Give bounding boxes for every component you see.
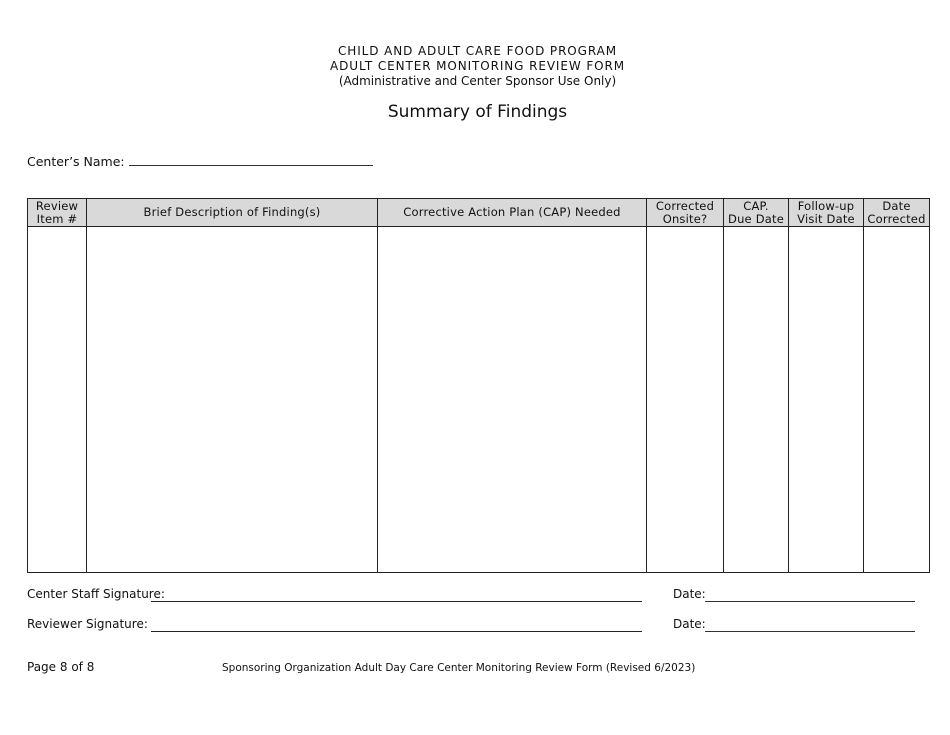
staff-signature-line[interactable] bbox=[151, 601, 642, 602]
form-header bbox=[0, 44, 950, 89]
cell-followup-visit-date[interactable] bbox=[789, 227, 864, 573]
cell-description[interactable] bbox=[87, 227, 378, 573]
col-header-description: Brief Description of Finding(s) bbox=[87, 199, 378, 227]
col-header-cap-needed: Corrective Action Plan (CAP) Needed bbox=[378, 199, 647, 227]
reviewer-date-label: Date: bbox=[673, 617, 706, 631]
staff-date-line[interactable] bbox=[705, 601, 915, 602]
page-title: Summary of Findings bbox=[387, 102, 568, 122]
table-row bbox=[28, 227, 930, 573]
center-name-field bbox=[27, 154, 373, 169]
findings-table bbox=[27, 198, 930, 573]
usage-note: (Administrative and Center Sponsor Use Only) bbox=[338, 74, 617, 88]
program-name: CHILD AND ADULT CARE FOOD PROGRAM bbox=[338, 44, 617, 58]
form-name: ADULT CENTER MONITORING REVIEW FORM bbox=[330, 59, 625, 73]
form-identifier: Sponsoring Organization Adult Day Care Center Monitoring Review Form (Revised 6/2023) bbox=[222, 662, 696, 674]
table-header-row bbox=[28, 199, 930, 227]
cell-cap-due-date[interactable] bbox=[724, 227, 789, 573]
cell-review-item[interactable] bbox=[28, 227, 87, 573]
reviewer-signature-row bbox=[27, 617, 929, 635]
reviewer-signature-line[interactable] bbox=[151, 631, 642, 632]
reviewer-date-line[interactable] bbox=[705, 631, 915, 632]
staff-signature-row bbox=[27, 587, 929, 605]
col-header-review-item: Review Item # bbox=[28, 199, 87, 227]
page-number: Page 8 of 8 bbox=[27, 660, 95, 674]
cell-cap-needed[interactable] bbox=[378, 227, 647, 573]
cell-date-corrected[interactable] bbox=[864, 227, 930, 573]
col-header-followup-visit-date: Follow-up Visit Date bbox=[789, 199, 864, 227]
center-name-label: Center’s Name: bbox=[27, 154, 125, 169]
col-header-date-corrected: Date Corrected bbox=[864, 199, 930, 227]
col-header-corrected-onsite: Corrected Onsite? bbox=[647, 199, 724, 227]
cell-corrected-onsite[interactable] bbox=[647, 227, 724, 573]
staff-signature-label: Center Staff Signature: bbox=[27, 587, 165, 601]
staff-date-label: Date: bbox=[673, 587, 706, 601]
reviewer-signature-label: Reviewer Signature: bbox=[27, 617, 148, 631]
center-name-input-line[interactable] bbox=[129, 155, 373, 166]
col-header-cap-due-date: CAP. Due Date bbox=[724, 199, 789, 227]
